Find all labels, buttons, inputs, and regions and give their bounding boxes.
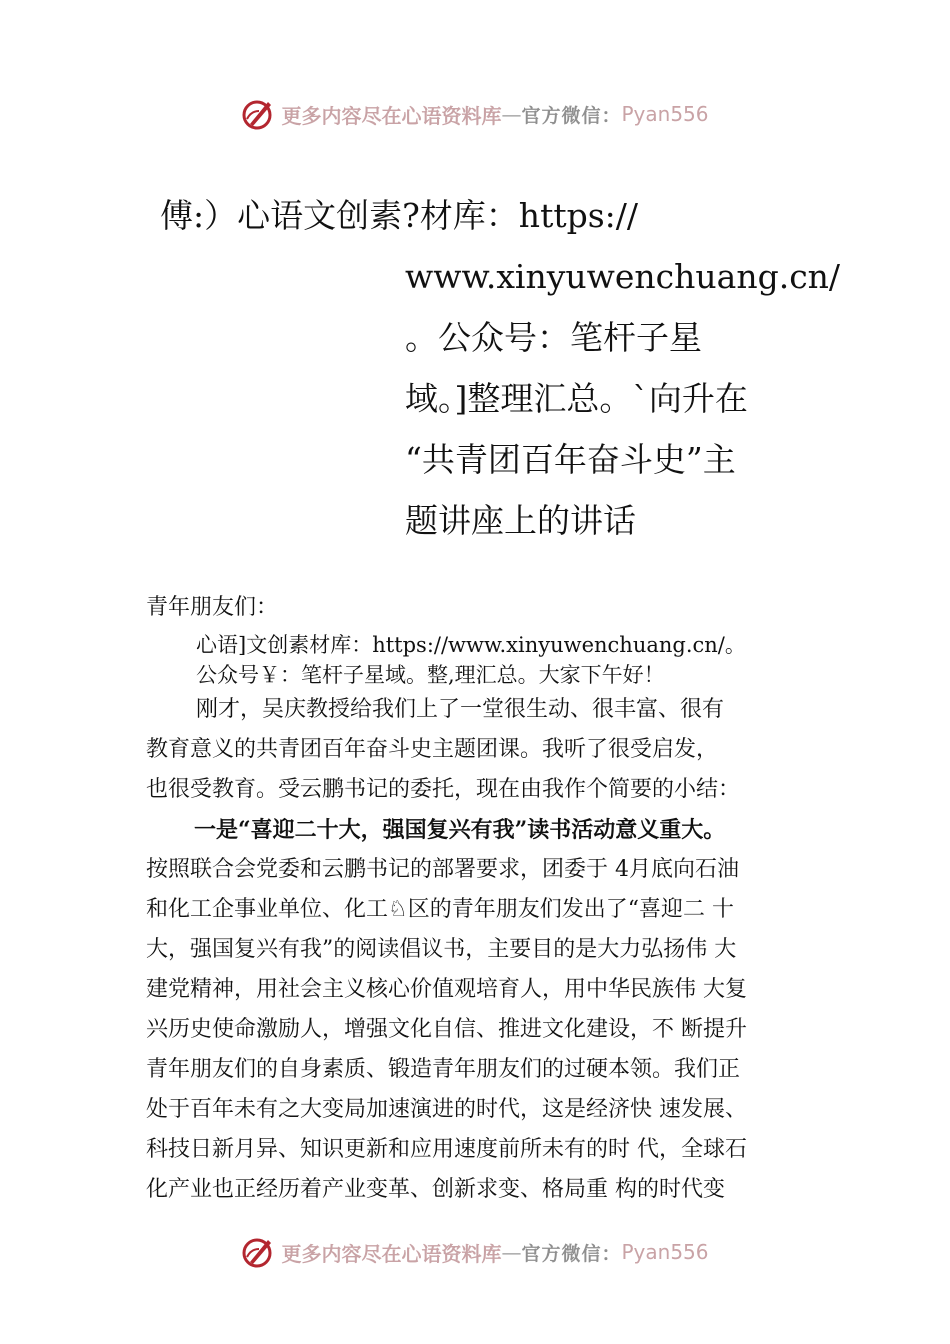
header-watermark bbox=[0, 94, 950, 134]
quill-pen-circle-icon bbox=[241, 1235, 275, 1269]
title-continuation bbox=[405, 246, 841, 551]
note-line: 公众号￥：笔杆子星域。整,理汇总。大家下午好！ bbox=[196, 663, 665, 687]
watermark-wechat-label: 官方微信： bbox=[521, 104, 622, 127]
document-body bbox=[146, 590, 836, 1210]
paragraph-line: 处于百年未有之大变局加速演进的时代，这是经济快 速发展、 bbox=[146, 1097, 747, 1122]
paragraph-line: 和化工企事业单位、化工♘区的青年朋友们发出了“喜迎二 十 bbox=[146, 897, 734, 922]
title-line: 域。]整理汇总。`向升在 bbox=[405, 379, 748, 418]
title-line: www.xinyuwenchuang.cn/ bbox=[405, 257, 841, 296]
footer-watermark bbox=[0, 1232, 950, 1272]
paragraph-line: 建党精神，用社会主义核心价值观培育人，用中华民族伟 大复 bbox=[146, 977, 747, 1002]
section-heading: 一是“喜迎二十大，强国复兴有我”读书活动意义重大。 bbox=[194, 817, 726, 843]
watermark-dash: — bbox=[501, 1240, 522, 1264]
paragraph-line: 刚才，吴庆教授给我们上了一堂很生动、很丰富、很有 bbox=[196, 697, 725, 722]
paragraph-line: 按照联合会党委和云鹏书记的部署要求，团委于 4月底向石油 bbox=[146, 857, 739, 882]
document-title bbox=[160, 185, 860, 551]
paragraph-line: 科技日新月异、知识更新和应用速度前所未有的时 代，全球石 bbox=[146, 1137, 747, 1162]
greeting: 青年朋友们： bbox=[146, 595, 279, 620]
note-line: 心语]文创素材库：https://www.xinyuwenchuang.cn/。 bbox=[196, 633, 746, 657]
watermark-dash: — bbox=[501, 102, 522, 126]
source-note bbox=[146, 630, 836, 690]
title-line: 题讲座上的讲话 bbox=[405, 501, 636, 540]
title-line: “共青团百年奋斗史”主 bbox=[405, 440, 736, 479]
paragraph-line: 教育意义的共青团百年奋斗史主题团课。我听了很受启发， bbox=[146, 737, 719, 762]
paragraph-line: 兴历史使命激励人，增强文化自信、推进文化建设，不 断提升 bbox=[146, 1017, 747, 1042]
watermark-wechat-id: Pyan556 bbox=[621, 1240, 709, 1264]
paragraph-intro bbox=[146, 690, 836, 810]
paragraph-reading-activity bbox=[146, 850, 836, 1210]
watermark-main-text: 更多内容尽在心语资料库 bbox=[281, 103, 502, 128]
paragraph-line: 也很受教育。受云鹏书记的委托，现在由我作个简要的小结： bbox=[146, 777, 741, 802]
paragraph-line: 大，强国复兴有我”的阅读倡议书，主要目的是大力弘扬伟 大 bbox=[146, 937, 737, 962]
quill-pen-circle-icon bbox=[241, 97, 275, 131]
watermark-wechat-id: Pyan556 bbox=[621, 102, 709, 126]
paragraph-line: 化产业也正经历着产业变革、创新求变、格局重 构的时代变 bbox=[146, 1177, 725, 1202]
paragraph-line: 青年朋友们的自身素质、锻造青年朋友们的过硬本领。我们正 bbox=[146, 1057, 741, 1082]
title-line: 傅:）心语文创素?材库：https:// bbox=[160, 196, 639, 235]
watermark-main-text: 更多内容尽在心语资料库 bbox=[281, 1241, 502, 1266]
title-line: 。公众号：笔杆子星 bbox=[405, 318, 702, 357]
watermark-wechat-label: 官方微信： bbox=[521, 1242, 622, 1265]
